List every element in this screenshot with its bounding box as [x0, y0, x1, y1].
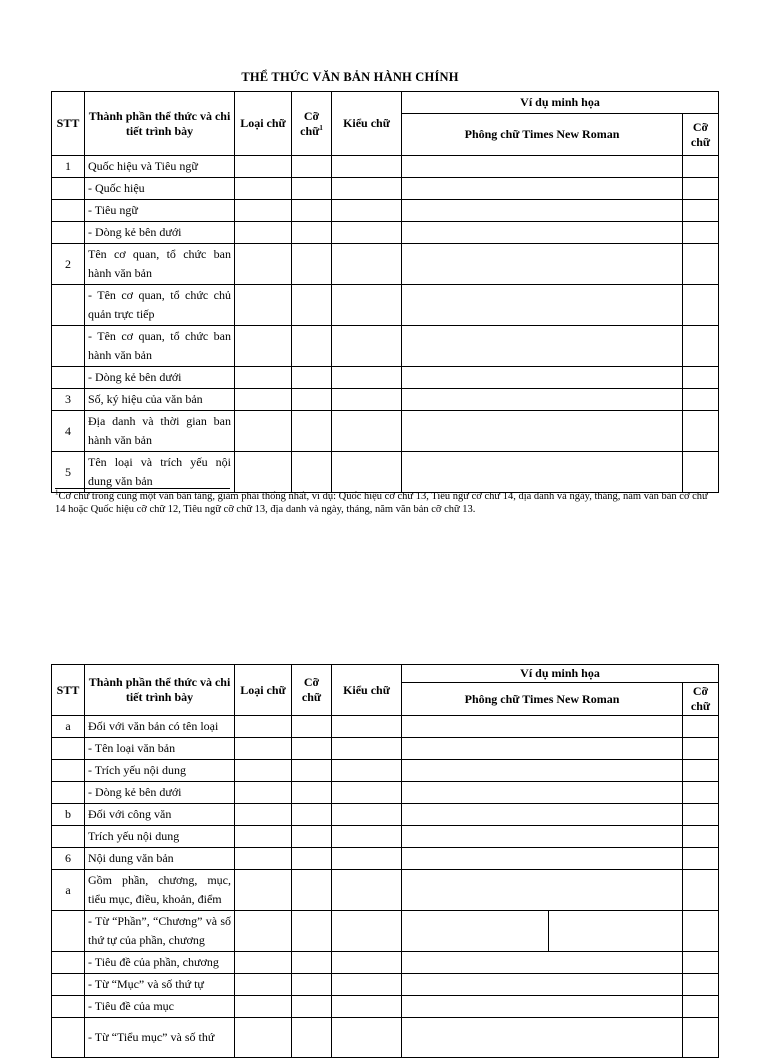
header-font-name: Phông chữ Times New Roman	[402, 683, 683, 716]
row-text: - Dòng kẻ bên dưới	[85, 222, 235, 244]
row-text: Địa danh và thời gian ban hành văn bản	[85, 411, 235, 452]
row-text: - Tiêu đề của mục	[85, 996, 235, 1018]
table-row	[52, 870, 719, 911]
header-font-type: Loại chữ	[235, 92, 292, 156]
row-stt: 4	[52, 411, 85, 452]
table-row	[52, 326, 719, 367]
header-example-size: Cỡ chữ	[683, 114, 719, 156]
table-row	[52, 974, 719, 996]
row-text: - Tên cơ quan, tổ chức ban hành văn bản	[85, 326, 235, 367]
row-text: Gồm phần, chương, mục, tiểu mục, điều, khoản, điểm	[85, 870, 235, 911]
row-text: Đối với công văn	[85, 804, 235, 826]
table-row	[52, 738, 719, 760]
header-example-size: Cỡ chữ	[683, 683, 719, 716]
table-row	[52, 848, 719, 870]
row-stt: b	[52, 804, 85, 826]
table-row	[52, 452, 719, 493]
header-size: Cỡ chữ$^1$	[292, 92, 332, 156]
row-stt: 5	[52, 452, 85, 493]
row-text: - Tiêu đề của phần, chương	[85, 952, 235, 974]
row-stt: 2	[52, 244, 85, 285]
row-text: - Quốc hiệu	[85, 178, 235, 200]
row-stt	[52, 911, 85, 952]
row-stt	[52, 738, 85, 760]
footnote-text: Cỡ chữ trong cùng một văn bản tăng, giảm phải thống nhất, ví dụ: Quốc hiệu cỡ chữ 13, Tiêu ngữ cỡ chữ 14, địa danh và ngày, tháng, năm văn bản cỡ chữ 14 hoặc Quốc hiệu cỡ chữ 12, Tiêu ngữ cỡ chữ 13, địa danh và ngày, tháng, năm văn bản cỡ chữ 13.	[55, 491, 708, 515]
header-example: Ví dụ minh họa	[402, 92, 719, 114]
table-row	[52, 389, 719, 411]
row-stt	[52, 200, 85, 222]
row-text: - Tiêu ngữ	[85, 200, 235, 222]
row-stt	[52, 974, 85, 996]
row-text: Tên cơ quan, tổ chức ban hành văn bản	[85, 244, 235, 285]
row-stt: a	[52, 716, 85, 738]
footnote-marker: 1	[55, 488, 59, 497]
footnote	[55, 490, 715, 516]
table-row	[52, 760, 719, 782]
table-row	[52, 716, 719, 738]
header-stt: STT	[52, 92, 85, 156]
table-row	[52, 952, 719, 974]
row-text: Tên loại và trích yếu nội dung văn bản	[85, 452, 235, 493]
header-stt: STT	[52, 665, 85, 716]
table-row	[52, 411, 719, 452]
row-text: - Từ “Mục” và số thứ tự	[85, 974, 235, 996]
row-stt	[52, 178, 85, 200]
row-stt	[52, 996, 85, 1018]
row-text: - Tên cơ quan, tổ chức chủ quản trực tiếp	[85, 285, 235, 326]
row-stt	[52, 826, 85, 848]
table-row	[52, 996, 719, 1018]
row-stt	[52, 782, 85, 804]
table-row	[52, 244, 719, 285]
footnote-ref: 1	[319, 123, 323, 132]
table-row	[52, 367, 719, 389]
row-text: - Dòng kẻ bên dưới	[85, 367, 235, 389]
header-style: Kiểu chữ	[332, 665, 402, 716]
table-row	[52, 782, 719, 804]
header-component: Thành phần thể thức và chi tiết trình bày	[85, 665, 235, 716]
header-example: Ví dụ minh họa	[402, 665, 719, 683]
header-size: Cỡ chữ	[292, 665, 332, 716]
table-row	[52, 911, 719, 952]
row-text: Quốc hiệu và Tiêu ngữ	[85, 156, 235, 178]
header-style: Kiểu chữ	[332, 92, 402, 156]
row-stt	[52, 760, 85, 782]
row-stt: 1	[52, 156, 85, 178]
row-stt	[52, 326, 85, 367]
header-font-name: Phông chữ Times New Roman	[402, 114, 683, 156]
row-text: Số, ký hiệu của văn bản	[85, 389, 235, 411]
table-row	[52, 178, 719, 200]
format-table-1	[51, 91, 719, 493]
row-stt: 3	[52, 389, 85, 411]
row-stt: a	[52, 870, 85, 911]
row-stt	[52, 222, 85, 244]
row-text: - Từ “Phần”, “Chương” và số thứ tự của phần, chương	[85, 911, 235, 952]
table-row	[52, 826, 719, 848]
row-text: Trích yếu nội dung	[85, 826, 235, 848]
header-font-type: Loại chữ	[235, 665, 292, 716]
row-text: - Từ “Tiểu mục” và số thứ	[85, 1018, 235, 1058]
table-row	[52, 200, 719, 222]
footnote-divider	[55, 488, 230, 489]
table-row	[52, 156, 719, 178]
header-component: Thành phần thể thức và chi tiết trình bày	[85, 92, 235, 156]
row-text: - Trích yếu nội dung	[85, 760, 235, 782]
row-stt	[52, 952, 85, 974]
row-stt	[52, 367, 85, 389]
row-text: - Dòng kẻ bên dưới	[85, 782, 235, 804]
row-text: - Tên loại văn bản	[85, 738, 235, 760]
format-table-2	[51, 664, 719, 1058]
table-row	[52, 222, 719, 244]
table-row	[52, 804, 719, 826]
row-text: Đối với văn bản có tên loại	[85, 716, 235, 738]
table-row	[52, 285, 719, 326]
row-text: Nội dung văn bản	[85, 848, 235, 870]
row-stt	[52, 285, 85, 326]
row-stt: 6	[52, 848, 85, 870]
document-title: THỂ THỨC VĂN BẢN HÀNH CHÍNH	[241, 70, 459, 84]
